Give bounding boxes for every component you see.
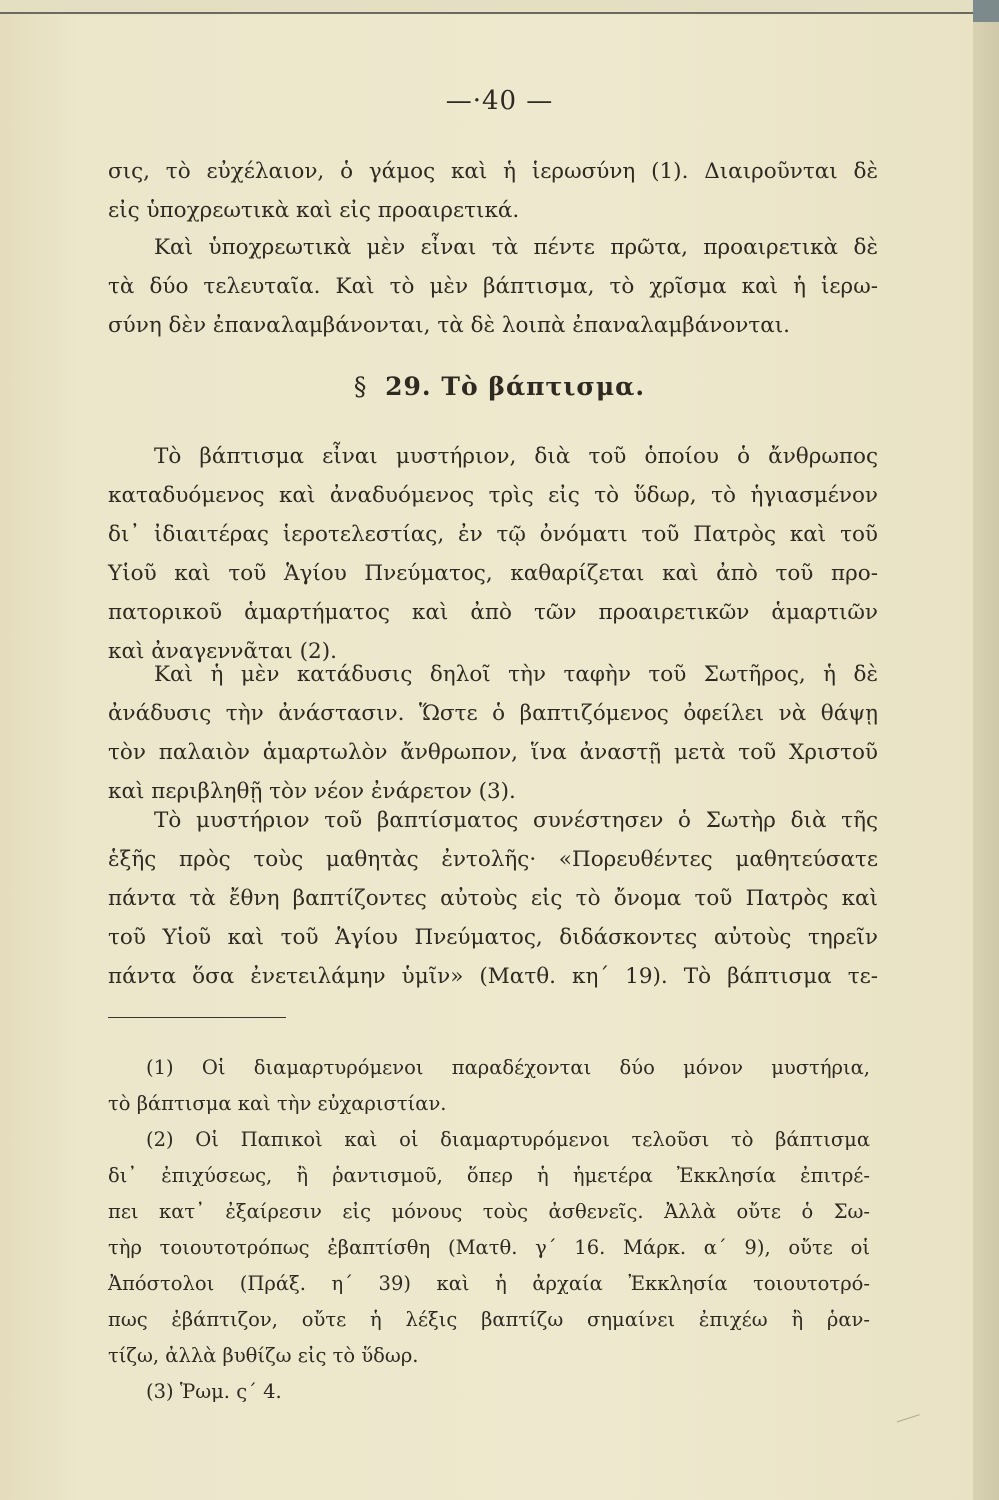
- text-line: ἑξῆς πρὸς τοὺς μαθητὰς ἐντολῆς· «Πορευθέντες μαθητεύσατε: [108, 847, 878, 872]
- text-line: Τὸ βάπτισμα εἶναι μυστήριον, διὰ τοῦ ὁποίου ὁ ἄνθρωπος: [154, 444, 878, 469]
- footnote-line: (1) Οἱ διαμαρτυρόμενοι παραδέχονται δύο μόνον μυστήρια,: [146, 1056, 870, 1079]
- section-title: Τὸ βάπτισμα.: [441, 372, 646, 401]
- text-line: καταδυόμενος καὶ ἀναδυόμενος τρὶς εἰς τὸ ὕδωρ, τὸ ἡγιασμένον: [108, 483, 878, 508]
- text-line: καὶ περιβληθῇ τὸν νέον ἐνάρετον (3).: [108, 779, 516, 804]
- text-line: πατορικοῦ ἁμαρτήματος καὶ ἀπὸ τῶν προαιρετικῶν ἁμαρτιῶν: [108, 600, 878, 625]
- footnote-line: (2) Οἱ Παπικοὶ καὶ οἱ διαμαρτυρόμενοι τελοῦσι τὸ βάπτισμα: [146, 1128, 870, 1151]
- footnote-divider: [108, 1017, 286, 1018]
- pencil-mark: [894, 1407, 920, 1423]
- section-symbol: §: [353, 372, 368, 401]
- text-line: τὰ δύο τελευταῖα. Καὶ τὸ μὲν βάπτισμα, τὸ χρῖσμα καὶ ἡ ἱερω-: [108, 274, 878, 299]
- footnote-line: πως ἐβάπτιζον, οὔτε ἡ λέξις βαπτίζω σημαίνει ἐπιχέω ἢ ῥαν-: [108, 1308, 870, 1331]
- paragraph-institution: [108, 801, 878, 996]
- footnote-1: [108, 1050, 870, 1122]
- text-line: πάντα τὰ ἔθνη βαπτίζοντες αὐτοὺς εἰς τὸ ὄνομα τοῦ Πατρὸς καὶ: [108, 886, 878, 911]
- footnote-2: [108, 1122, 870, 1374]
- footnote-line: τὸ βάπτισμα καὶ τὴν εὐχαριστίαν.: [108, 1092, 447, 1115]
- page-number: —·40 —: [445, 86, 554, 116]
- text-line: εἰς ὑποχρεωτικὰ καὶ εἰς προαιρετικά.: [108, 198, 520, 223]
- footnote-line: πει κατ᾽ ἐξαίρεσιν εἰς μόνους τοὺς ἀσθενεῖς. Ἀλλὰ οὔτε ὁ Σω-: [108, 1200, 870, 1223]
- paragraph-sacraments-types: [108, 228, 878, 345]
- corner-mark: [973, 0, 999, 22]
- text-line: τοῦ Υἱοῦ καὶ τοῦ Ἁγίου Πνεύματος, διδάσκοντες αὐτοὺς τηρεῖν: [108, 925, 878, 950]
- text-line: δι᾽ ἰδιαιτέρας ἱεροτελεστίας, ἐν τῷ ὀνόματι τοῦ Πατρὸς καὶ τοῦ: [108, 522, 878, 547]
- footnote-line: Ἀπόστολοι (Πράξ. η´ 39) καὶ ἡ ἀρχαία Ἐκκλησία τοιουτοτρό-: [108, 1272, 870, 1295]
- paragraph-immersion-meaning: [108, 655, 878, 811]
- text-line: πάντα ὅσα ἐνετειλάμην ὑμῖν» (Ματθ. κη´ 19). Τὸ βάπτισμα τε-: [108, 964, 878, 989]
- text-line: σις, τὸ εὐχέλαιον, ὁ γάμος καὶ ἡ ἱερωσύνη (1). Διαιροῦνται δὲ: [108, 159, 878, 184]
- page-top-edge: [0, 0, 975, 14]
- footnote-line: τὴρ τοιουτοτρόπως ἐβαπτίσθη (Ματθ. γ´ 16. Μάρκ. α´ 9), οὔτε οἱ: [108, 1236, 870, 1259]
- footnote-3: [108, 1374, 870, 1410]
- text-line: Καὶ ἡ μὲν κατάδυσις δηλοῖ τὴν ταφὴν τοῦ Σωτῆρος, ἡ δὲ: [154, 662, 878, 687]
- text-line: σύνη δὲν ἐπαναλαμβάνονται, τὰ δὲ λοιπὰ ἐπαναλαμβάνονται.: [108, 313, 791, 338]
- text-line: καὶ ἀναγεννᾶται (2).: [108, 639, 337, 664]
- footnote-line: τίζω, ἀλλὰ βυθίζω εἰς τὸ ὕδωρ.: [108, 1344, 419, 1367]
- text-line: Υἱοῦ καὶ τοῦ Ἁγίου Πνεύματος, καθαρίζεται καὶ ἀπὸ τοῦ προ-: [108, 561, 878, 586]
- text-line: Τὸ μυστήριον τοῦ βαπτίσματος συνέστησεν ὁ Σωτὴρ διὰ τῆς: [154, 808, 878, 833]
- footnotes: [108, 1050, 870, 1410]
- footnote-line: δι᾽ ἐπιχύσεως, ἢ ῥαντισμοῦ, ὅπερ ἡ ἡμετέρα Ἐκκλησία ἐπιτρέ-: [108, 1164, 870, 1187]
- page-right-edge: [973, 0, 999, 1500]
- text-line: τὸν παλαιὸν ἁμαρτωλὸν ἄνθρωπον, ἵνα ἀναστῇ μετὰ τοῦ Χριστοῦ: [108, 740, 878, 765]
- intro-paragraph: [108, 152, 878, 230]
- paragraph-baptism-definition: [108, 437, 878, 671]
- text-line: ἀνάδυσις τὴν ἀνάστασιν. Ὥστε ὁ βαπτιζόμενος ὀφείλει νὰ θάψῃ: [108, 701, 878, 726]
- section-heading: [0, 372, 999, 401]
- footnote-line: (3) Ῥωμ. ς´ 4.: [146, 1380, 282, 1403]
- text-line: Καὶ ὑποχρεωτικὰ μὲν εἶναι τὰ πέντε πρῶτα, προαιρετικὰ δὲ: [154, 235, 878, 260]
- section-number: 29.: [385, 372, 432, 401]
